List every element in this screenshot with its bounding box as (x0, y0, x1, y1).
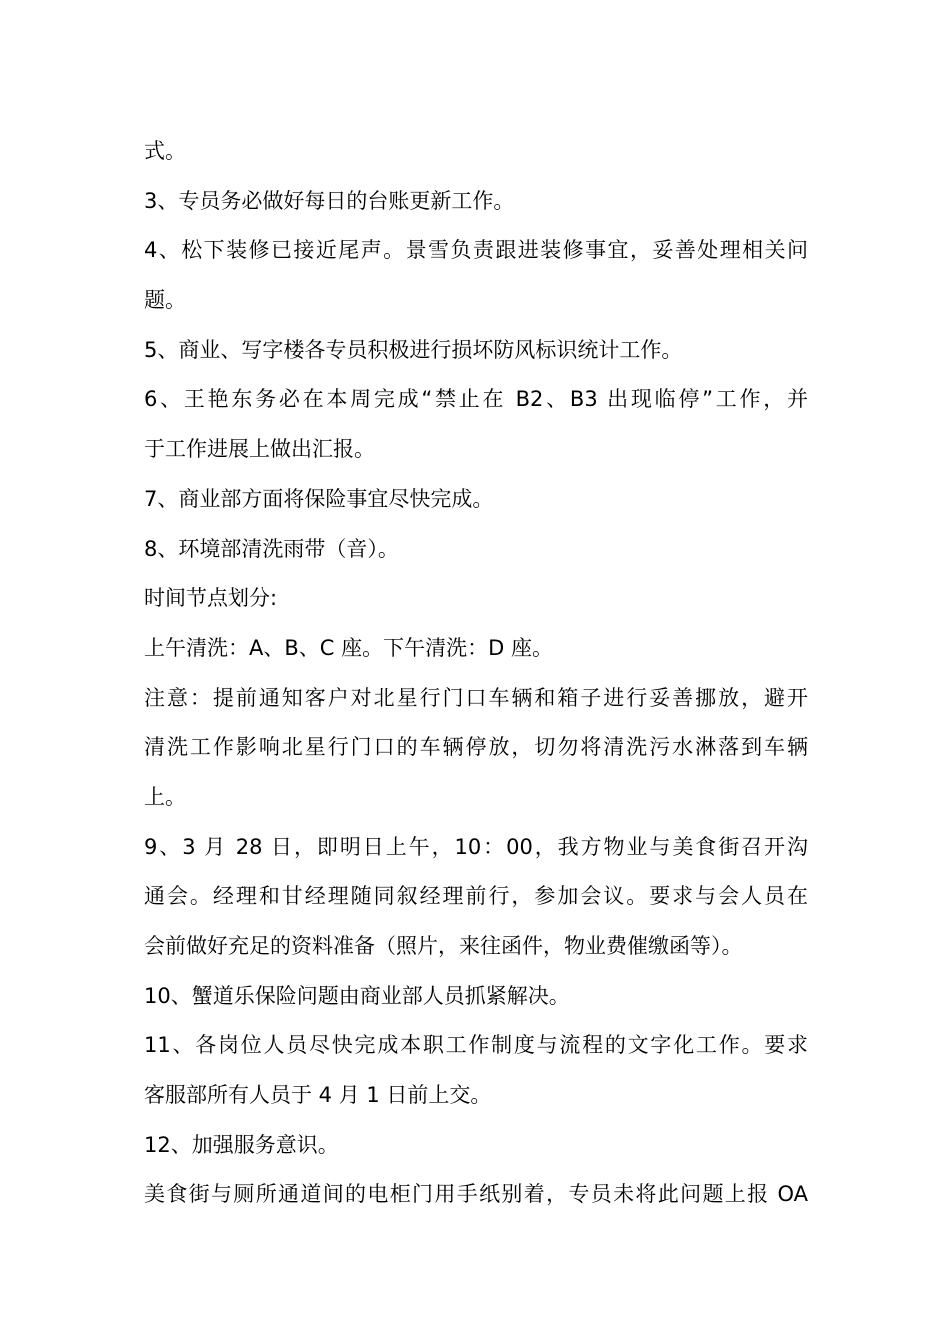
text-line: 6、王艳东务必在本周完成“禁止在 B2、B3 出现临停”工作，并 (144, 387, 808, 412)
text-line: 3、专员务必做好每日的台账更新工作。 (144, 188, 515, 213)
text-line: 美食街与厕所通道间的电柜门用手纸别着，专员未将此问题上报 OA (144, 1182, 808, 1207)
text-line: 式。 (144, 139, 186, 163)
text-line: 上。 (144, 784, 186, 809)
text-line: 11、各岗位人员尽快完成本职工作制度与流程的文字化工作。要求 (144, 1033, 808, 1058)
text-line: 注意：提前通知客户对北星行门口车辆和箱子进行妥善挪放，避开 (144, 685, 808, 710)
document-body (144, 127, 808, 1220)
text-line: 时间节点划分: (144, 586, 278, 611)
text-line: 通会。经理和甘经理随同叙经理前行，参加会议。要求与会人员在 (144, 884, 808, 909)
text-line: 会前做好充足的资料准备（照片，来往函件，物业费催缴函等）。 (144, 934, 743, 958)
text-line: 9、3 月 28 日，即明日上午，10：00，我方物业与美食街召开沟 (144, 834, 808, 859)
text-line: 于工作进展上做出汇报。 (144, 437, 375, 462)
text-line: 上午清洗：A、B、C 座。下午清洗：D 座。 (144, 635, 553, 660)
text-line: 12、加强服务意识。 (144, 1132, 339, 1157)
text-line: 8、环境部清洗雨带（音）。 (144, 536, 399, 561)
text-line: 客服部所有人员于 4 月 1 日前上交。 (144, 1083, 492, 1108)
text-line: 5、商业、写字楼各专员积极进行损坏防风标识统计工作。 (144, 337, 683, 362)
text-line: 10、蟹道乐保险问题由商业部人员抓紧解决。 (144, 983, 570, 1008)
text-line: 清洗工作影响北星行门口的车辆停放，切勿将清洗污水淋落到车辆 (144, 735, 808, 760)
text-line: 4、松下装修已接近尾声。景雪负责跟进装修事宜，妥善处理相关问 (144, 238, 808, 263)
text-line: 题。 (144, 288, 186, 313)
text-line: 7、商业部方面将保险事宜尽快完成。 (144, 486, 494, 511)
